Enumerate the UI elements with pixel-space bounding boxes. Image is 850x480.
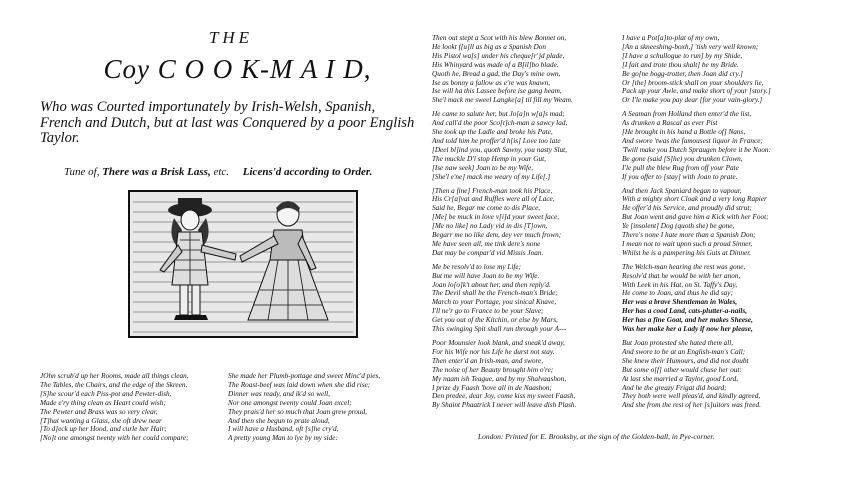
verse-line: March to your Portage, you sinical Knave, xyxy=(432,298,557,307)
verse-line: As drunken a Rascal as ever Pist xyxy=(622,119,718,128)
verse-line: She took up the Ladle and broke his Pate, xyxy=(432,128,553,137)
verse-line: Her has a fine Goat, and her makes Sheese, xyxy=(622,316,753,325)
verse-line: He came to salute her, but Jo[a]n w[a]s mad; xyxy=(432,110,565,119)
verse-line: [He brought in his hand a Bottle of] Nans, xyxy=(622,128,746,137)
verse-line: [An a skneeshing-boxh,] 'tish very well known; xyxy=(622,42,759,51)
verse-line: Dinner was ready, and ik'd so well, xyxy=(228,389,330,398)
verse-line: Pack up your Awle, and make short of your [story.] xyxy=(622,87,771,96)
verse-line: But Joan went and gave him a Kick with her Foot; xyxy=(622,213,769,222)
verse-line: With a mighty short Cloak and a very long Rapier xyxy=(622,195,767,204)
verse-line: And she from the rest of her [s]uitors was freed. xyxy=(622,401,761,410)
stanza xyxy=(622,187,771,258)
verse-line: The muckle D'l stop Hemp in your Gut, xyxy=(432,154,546,163)
tune-etc: etc. xyxy=(213,166,230,178)
verse-line: [She'l e'ne] mack me weary of my Life[.] xyxy=(432,172,551,181)
stanza xyxy=(432,339,576,410)
verse-line: If you offer to [stay] with Joan to prate. xyxy=(622,172,738,181)
tune-line xyxy=(64,166,419,178)
verse-line: There's none I hate more than a Spanish Don; xyxy=(622,231,756,240)
verse-line: Nor one amongst twenty could Joan excel; xyxy=(228,398,352,407)
verse-line: With Leek in his Hat, on St. Taffy's Day, xyxy=(622,280,738,289)
verse-line: He lookt f[u]ll as big as a Spanish Don xyxy=(432,42,546,51)
verse-col2 xyxy=(228,372,380,443)
verse-line: And then Jack Spaniard began to vapour, xyxy=(622,186,742,195)
verse-line: I'le pull the blew Rug from off your Pate xyxy=(622,163,739,172)
verse-line: [No]t one amongst twenty with her could compare; xyxy=(40,434,189,443)
verse-line: I have a Pot[a]to-plat of my own, xyxy=(622,34,720,42)
verse-line: Or [the] broom-stick shall on your shoulders lie, xyxy=(622,78,764,87)
verse-line: Her was a brave Shentleman in Wales, xyxy=(622,298,738,307)
verse-line: The Pewter and Brass was so very clear, xyxy=(40,407,158,416)
verse-line: Poor Mounsier look blank, and sneak'd away, xyxy=(432,339,565,347)
verse-line: Begarr me no like dem, dey ver much frown; xyxy=(432,231,562,240)
verse-line: And then she begun to prate aloud, xyxy=(228,416,330,425)
verse-line: He come to Joan, and thus he did say; xyxy=(622,289,733,298)
verse-line: I prize dy Faash 'bove all in de Naashon; xyxy=(432,383,552,392)
stanza xyxy=(432,34,576,105)
verse-line: And swore 'twas the famousest liquor in France; xyxy=(622,136,763,145)
verse-line: And swore to be at an English-man's Call; xyxy=(622,347,746,356)
verse-line: But Joan protested she hated them all, xyxy=(622,339,734,347)
verse-line: They prais'd her so much that Joan grew proud, xyxy=(228,407,367,416)
verse-col1 xyxy=(40,372,189,443)
verse-line: And he the greazy Frigat did board; xyxy=(622,383,727,392)
verse-line: Dat may be compar'd vid Missis Joan. xyxy=(432,248,544,257)
verse-line: Den predee, dear Joy, come kiss my sweet Faash, xyxy=(432,392,576,401)
stanza xyxy=(622,339,771,410)
verse-line: Made e'ry thing clean as Heart could wish; xyxy=(40,398,166,407)
verse-line: A Seaman from Holland then enter'd the list, xyxy=(622,110,752,119)
verse-line: Or I'le make you pay dear [for your vain-glory.] xyxy=(622,96,763,105)
verse-line: She made her Plumb-pottage and sweet Minc'd pies, xyxy=(228,372,381,380)
verse-line: At last she married a Taylor, good Lord, xyxy=(622,374,739,383)
verse-line: Be go[ne bogg-trotter, then Joan did cry.] xyxy=(622,69,743,78)
stanza xyxy=(432,110,576,181)
imprint: London: Printed for E. Brooksby, at the sign of the Golden-ball, in Pye-corner. xyxy=(478,432,715,441)
verse-line: He offer'd his Service, and proudly did strut; xyxy=(622,204,752,213)
verse-line: JOhn scrub'd up her Rooms, made all things clean, xyxy=(40,372,189,380)
verse-line: This swinging Spit shall run through your A--- xyxy=(432,325,567,334)
verse-line: The noise of her Beauty brought him o're; xyxy=(432,365,554,374)
stanza xyxy=(622,263,771,334)
verse-col3 xyxy=(432,34,576,415)
verse-line: Her has a cood Land, cats-plutter-a-nails, xyxy=(622,307,748,316)
verse-line: Ye [insolent] Dog (quoth she) be gone, xyxy=(622,222,735,231)
verse-line: [Deel bl]ind you, quoth Sawny, you nasty Slut, xyxy=(432,145,567,154)
verse-line: Joan lo[o]k't about her, and then reply'd. xyxy=(432,280,551,289)
verse-line: Whilst he is a pampering his Guts at Dinner. xyxy=(622,248,752,257)
verse-line: For his Wife nor his Life he durst not stay. xyxy=(432,347,555,356)
verse-line: [I have a schullogue to run] by my Shide, xyxy=(622,51,743,60)
verse-line: [T]hat wanting a Glass, she oft drew near xyxy=(40,416,162,425)
verse-line: [Me no like] no Lady vid in dis [T]own, xyxy=(432,222,548,231)
tune-prefix: Tune of, xyxy=(64,166,100,178)
verse-line: Be gone (said [S]he) you drunken Clown, xyxy=(622,154,743,163)
verse-line: And call'd the poor Sco[t]ch-man a sawcy lad, xyxy=(432,119,568,128)
verse-line: The Welch-man hearing the rest was gone, xyxy=(622,262,746,271)
verse-line: She'l mack me sweel Langke[a] til fill my Weam. xyxy=(432,96,573,105)
verse-line: Me be resolv'd to lose my Life; xyxy=(432,262,522,271)
verse-line: Ise will ha this Lassee before ise gang heam, xyxy=(432,87,562,96)
verse-line: [S]he scour'd each Piss-pot and Pewter-dish, xyxy=(40,389,172,398)
stanza xyxy=(622,34,771,105)
verse-line: I mean not to wait upon such a proud Sinner, xyxy=(622,239,753,248)
verse-line: Said he, Begar me come to dis Place, xyxy=(432,204,541,213)
verse-line: The Tables, the Chairs, and the edge of the Skreen, xyxy=(40,380,188,389)
verse-line: Then enter'd an Irish-man, and swore, xyxy=(432,356,544,365)
verse-line: Was her make her a Lady if now her please, xyxy=(622,325,753,334)
verse-line: Me have seen all, me tink dere's none xyxy=(432,239,541,248)
verse-line: Resolv'd that he would be with her anon, xyxy=(622,271,741,280)
verse-line: My naam ish Teague, and by my Shalvaashon, xyxy=(432,374,567,383)
subtitle: Who was Courted importunately by Irish-Welsh, Spanish, French and Dutch, but at last was Conquered by a poor English Taylor. xyxy=(40,99,415,146)
verse-line: His Pistol wa[s] under his cheque[r'}d plade, xyxy=(432,51,565,60)
stanza xyxy=(622,110,771,181)
verse-line: The Roast-beef was laid down when she did rise; xyxy=(228,380,371,389)
verse-col4 xyxy=(622,34,771,415)
verse-line: [Ise naw seek] Joan to be my Wife, xyxy=(432,163,534,172)
verse-line: I'll ne'r go to France to be your Slave; xyxy=(432,307,544,316)
page-title: Coy C O O K-M A I D, xyxy=(103,54,372,84)
verse-line: They both were well pleas'd, and kindly agreed, xyxy=(622,392,761,401)
verse-line: Get you out of the Kitchin, or else by Mars, xyxy=(432,316,558,325)
verse-line: [I fait and trote thou shalt] be my Bride. xyxy=(622,60,739,69)
verse-line: I will have a Husband, oft [s]he cry'd, xyxy=(228,425,339,434)
verse-line: [Then a fine] French-man took his Place, xyxy=(432,186,553,195)
verse-line: [To d]eck up her Hood, and curle her Hair; xyxy=(40,425,167,434)
verse-line: She knew their Humours, and did not doubt xyxy=(622,356,749,365)
verse-line: But some o[f] other would chuse her out: xyxy=(622,365,742,374)
woodcut-couple-icon xyxy=(128,190,358,338)
stanza xyxy=(432,187,576,258)
verse-line: His Whinyard was made of a B[il]bo blade. xyxy=(432,60,559,69)
license-note: Licens'd according to Order. xyxy=(242,166,373,178)
verse-line: By Shaint Phaatrick I never will leave dish Plash. xyxy=(432,401,577,410)
tune-name: There was a Brisk Lass, xyxy=(102,166,211,178)
verse-line: The Devil shall be the French-man's Bride; xyxy=(432,289,558,298)
verse-line: Ise as bonny a fallow as e're was knawn, xyxy=(432,78,550,87)
verse-line: A pretty young Man to lye by my side: xyxy=(228,434,338,443)
stanza xyxy=(432,263,576,334)
verse-line: Quoth he, Bread a gad, the Day's mine own, xyxy=(432,69,561,78)
verse-line: Then out stept a Scot with his blew Bonnet on, xyxy=(432,34,567,42)
title-the: THE xyxy=(208,28,254,47)
verse-line: But me will have Joan to be my Wife. xyxy=(432,271,540,280)
verse-line: [Me] be muck in love v[i]d your sweet face, xyxy=(432,213,560,222)
verse-line: His Cr[a]vat and Ruffles were all of Lace, xyxy=(432,195,555,204)
verse-line: And told him he proffer'd h[is] Love too late xyxy=(432,136,561,145)
verse-line: 'Twill make you Dutch Spraugen before it be Noon: xyxy=(622,145,771,154)
